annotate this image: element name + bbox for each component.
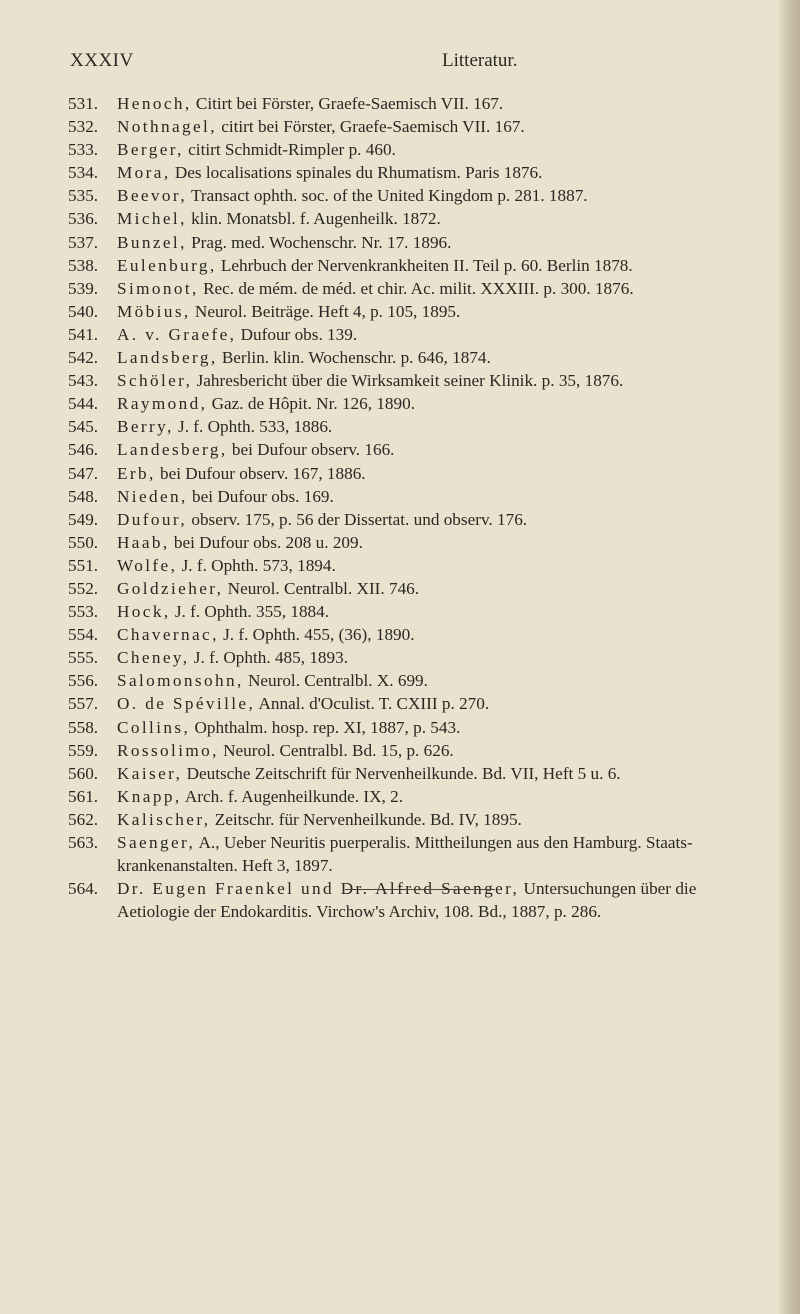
reference-text [117,600,768,623]
reference-number: 535. [68,186,99,206]
reference-author: Collins, [117,717,191,737]
reference-text [117,554,768,577]
reference-item [68,184,768,207]
reference-number: 545. [68,417,99,437]
reference-item [68,831,768,877]
reference-item [68,254,768,277]
reference-item [68,716,768,739]
reference-text [117,531,768,554]
reference-number: 557. [68,694,99,714]
reference-item [68,508,768,531]
reference-citation: Annal. d'Oculist. T. CXIII p. 270. [255,694,490,714]
reference-author: Nieden, [117,486,188,506]
reference-author: Eulenburg, [117,255,217,275]
reference-number: 561. [68,786,99,806]
reference-item [68,369,768,392]
reference-citation: Citirt bei Förster, Graefe-Saemisch VII. 167. [191,94,504,113]
reference-author: Landesberg, [117,440,228,460]
reference-citation: Dufour obs. 139. [236,324,358,344]
reference-citation: Neurol. Centralbl. Bd. 15, p. 626. [218,740,454,760]
reference-author: Raymond, [117,394,208,414]
reference-item [68,808,768,831]
reference-item [68,300,768,323]
reference-number: 547. [68,463,99,483]
reference-item [68,554,768,577]
reference-item [68,138,768,161]
reference-author: Hock, [117,602,171,622]
reference-item [68,669,768,692]
reference-author: Kalischer, [117,809,211,829]
reference-number: 537. [68,232,99,252]
reference-number: 550. [68,532,99,552]
reference-text [117,323,768,346]
reference-item [68,739,768,762]
reference-item [68,577,768,600]
reference-citation: J. f. Ophth. 485, 1893. [189,648,348,668]
reference-text [117,207,768,230]
reference-number: 532. [68,117,99,137]
reference-text [117,138,768,161]
reference-author: Chavernac, [117,625,219,645]
reference-citation: Zeitschr. für Nervenheilkunde. Bd. IV, 1895. [210,809,522,829]
reference-author: Haab, [117,532,170,552]
reference-item [68,762,768,785]
reference-item [68,346,768,369]
reference-author: Goldzieher, [117,578,224,598]
reference-text [117,277,768,300]
reference-number: 554. [68,625,99,645]
reference-item [68,115,768,138]
reference-author: Mora, [117,163,171,183]
reference-citation: Neurol. Centralbl. XII. 746. [223,578,420,598]
reference-citation: Gaz. de Hôpit. Nr. 126, 1890. [207,394,415,414]
reference-number: 540. [68,301,99,321]
reference-citation: Deutsche Zeitschrift für Nervenheilkunde. Bd. VII, Heft 5 u. 6. [182,763,621,783]
reference-text [117,462,768,485]
reference-text [117,785,768,808]
reference-number: 551. [68,555,99,575]
reference-number: 548. [68,486,99,506]
reference-item [68,92,768,115]
reference-citation: J. f. Ophth. 455, (36), 1890. [218,625,415,645]
reference-number: 539. [68,278,99,298]
reference-author: Rossolimo, [117,740,219,760]
reference-citation: Des localisations spinales du Rhumatism. Paris 1876. [170,163,543,183]
reference-author: Saenger, [117,833,196,852]
reference-citation: klin. Monatsbl. f. Augenheilk. 1872. [186,209,441,229]
reference-author: Berry, [117,417,174,437]
reference-author: Dufour, [117,509,188,529]
reference-text [117,808,768,831]
reference-number: 536. [68,209,99,229]
reference-item [68,438,768,461]
reference-item [68,207,768,230]
reference-text [117,115,768,138]
reference-text [117,254,768,277]
reference-list [68,92,768,923]
reference-text [117,392,768,415]
reference-item [68,600,768,623]
reference-author: Cheney, [117,648,190,668]
reference-citation: bei Dufour obs. 169. [187,486,334,506]
reference-author: Schöler, [117,371,193,391]
reference-text [117,161,768,184]
reference-text [117,692,768,715]
reference-text [117,508,768,531]
reference-citation: Jahresbericht über die Wirksamkeit seiner Klinik. p. 35, 1876. [192,371,624,391]
reference-text [117,623,768,646]
reference-number: 555. [68,648,99,668]
reference-number: 544. [68,394,99,414]
reference-number: 552. [68,578,99,598]
reference-citation: Neurol. Centralbl. X. 699. [243,671,428,691]
reference-number: 542. [68,348,99,368]
reference-citation: J. f. Ophth. 573, 1894. [177,555,336,575]
reference-citation: bei Dufour obs. 208 u. 209. [169,532,363,552]
reference-number: 559. [68,740,99,760]
reference-author: Nothnagel, [117,117,217,137]
reference-author: Michel, [117,209,187,229]
reference-number: 560. [68,763,99,783]
reference-citation: Transact ophth. soc. of the United Kingdom p. 281. 1887. [187,186,588,206]
reference-author: Beevor, [117,186,188,206]
reference-item [68,485,768,508]
reference-text [117,438,768,461]
reference-number: 541. [68,324,99,344]
reference-author: Erb, [117,463,156,483]
reference-item [68,161,768,184]
reference-number: 546. [68,440,99,460]
reference-author: Bunzel, [117,232,187,252]
reference-number: 556. [68,671,99,691]
reference-number: 549. [68,509,99,529]
reference-text [117,577,768,600]
reference-author: A. v. Graefe, [117,324,237,344]
reference-text [117,415,768,438]
reference-text [117,716,768,739]
reference-citation: bei Dufour observ. 166. [227,440,395,460]
running-head [70,50,760,74]
reference-item [68,877,768,923]
reference-citation: Neurol. Beiträge. Heft 4, p. 105, 1895. [190,301,461,321]
reference-text [117,184,768,207]
reference-author: Henoch, [117,94,192,113]
reference-text [117,369,768,392]
reference-author: Möbius, [117,301,191,321]
reference-citation: J. f. Ophth. 355, 1884. [170,602,330,622]
reference-item [68,323,768,346]
reference-citation: Rec. de mém. de méd. et chir. Ac. milit. XXXIII. p. 300. 1876. [198,278,634,298]
reference-author: Berger, [117,140,184,160]
reference-author: Landsberg, [117,348,218,368]
reference-citation: Prag. med. Wochenschr. Nr. 17. 1896. [186,232,452,252]
reference-item [68,623,768,646]
reference-author: Knapp, [117,786,182,806]
reference-number: 531. [68,94,99,113]
running-title: Litteratur. [442,50,518,71]
reference-item [68,462,768,485]
reference-number: 533. [68,140,99,160]
reference-text [117,739,768,762]
reference-item [68,785,768,808]
reference-author: Wolfe, [117,555,178,575]
reference-number: 558. [68,717,99,737]
reference-citation: citirt bei Förster, Graefe-Saemisch VII. 167. [216,117,525,137]
reference-author: Salomonsohn, [117,671,244,691]
reference-number: 543. [68,371,99,391]
reference-item [68,415,768,438]
reference-item [68,692,768,715]
reference-citation: J. f. Ophth. 533, 1886. [173,417,333,437]
reference-number: 562. [68,809,99,829]
reference-citation: Ophthalm. hosp. rep. XI, 1887, p. 543. [190,717,461,737]
reference-text [117,300,768,323]
reference-citation: Arch. f. Augenheilkunde. IX, 2. [181,786,404,806]
reference-number: 538. [68,255,99,275]
reference-number: 564. [68,879,99,899]
reference-item [68,231,768,254]
reference-citation: Lehrbuch der Nervenkrankheiten II. Teil p. 60. Berlin 1878. [216,255,633,275]
reference-number: 553. [68,602,99,622]
reference-author: Simonot, [117,278,199,298]
reference-author: Kaiser, [117,763,183,783]
reference-item [68,646,768,669]
reference-text [117,485,768,508]
reference-item [68,277,768,300]
reference-citation: observ. 175, p. 56 der Dissertat. und observ. 176. [187,509,528,529]
reference-citation: Berlin. klin. Wochenschr. p. 646, 1874. [217,348,491,368]
reference-citation: Untersuchungen über die Aetiologie der Endokarditis. Virchow's Archiv, 108. Bd., 1887, p. 286. [117,879,697,922]
reference-text [117,646,768,669]
reference-item [68,392,768,415]
reference-author: Dr. Eugen Fraenkel und Dr. Alfred Saenger, [117,879,520,899]
reference-citation: bei Dufour observ. 167, 1886. [155,463,366,483]
reference-citation: A., Ueber Neuritis puerperalis. Mittheilungen aus den Hamburg. Staats-krankenanstalten. Heft 3, 1897. [117,833,693,876]
reference-item [68,531,768,554]
closing-rule [345,889,495,890]
reference-author: O. de Spéville, [117,694,256,714]
reference-text [117,669,768,692]
page-number: XXXIV [70,50,134,71]
reference-text [117,762,768,785]
reference-text [117,231,768,254]
page-edge-shadow [778,0,800,1314]
reference-text [117,831,768,877]
reference-text [117,877,768,923]
reference-number: 563. [68,833,99,852]
reference-text [117,92,768,115]
reference-text [117,346,768,369]
reference-number: 534. [68,163,99,183]
reference-citation: citirt Schmidt-Rimpler p. 460. [183,140,396,160]
